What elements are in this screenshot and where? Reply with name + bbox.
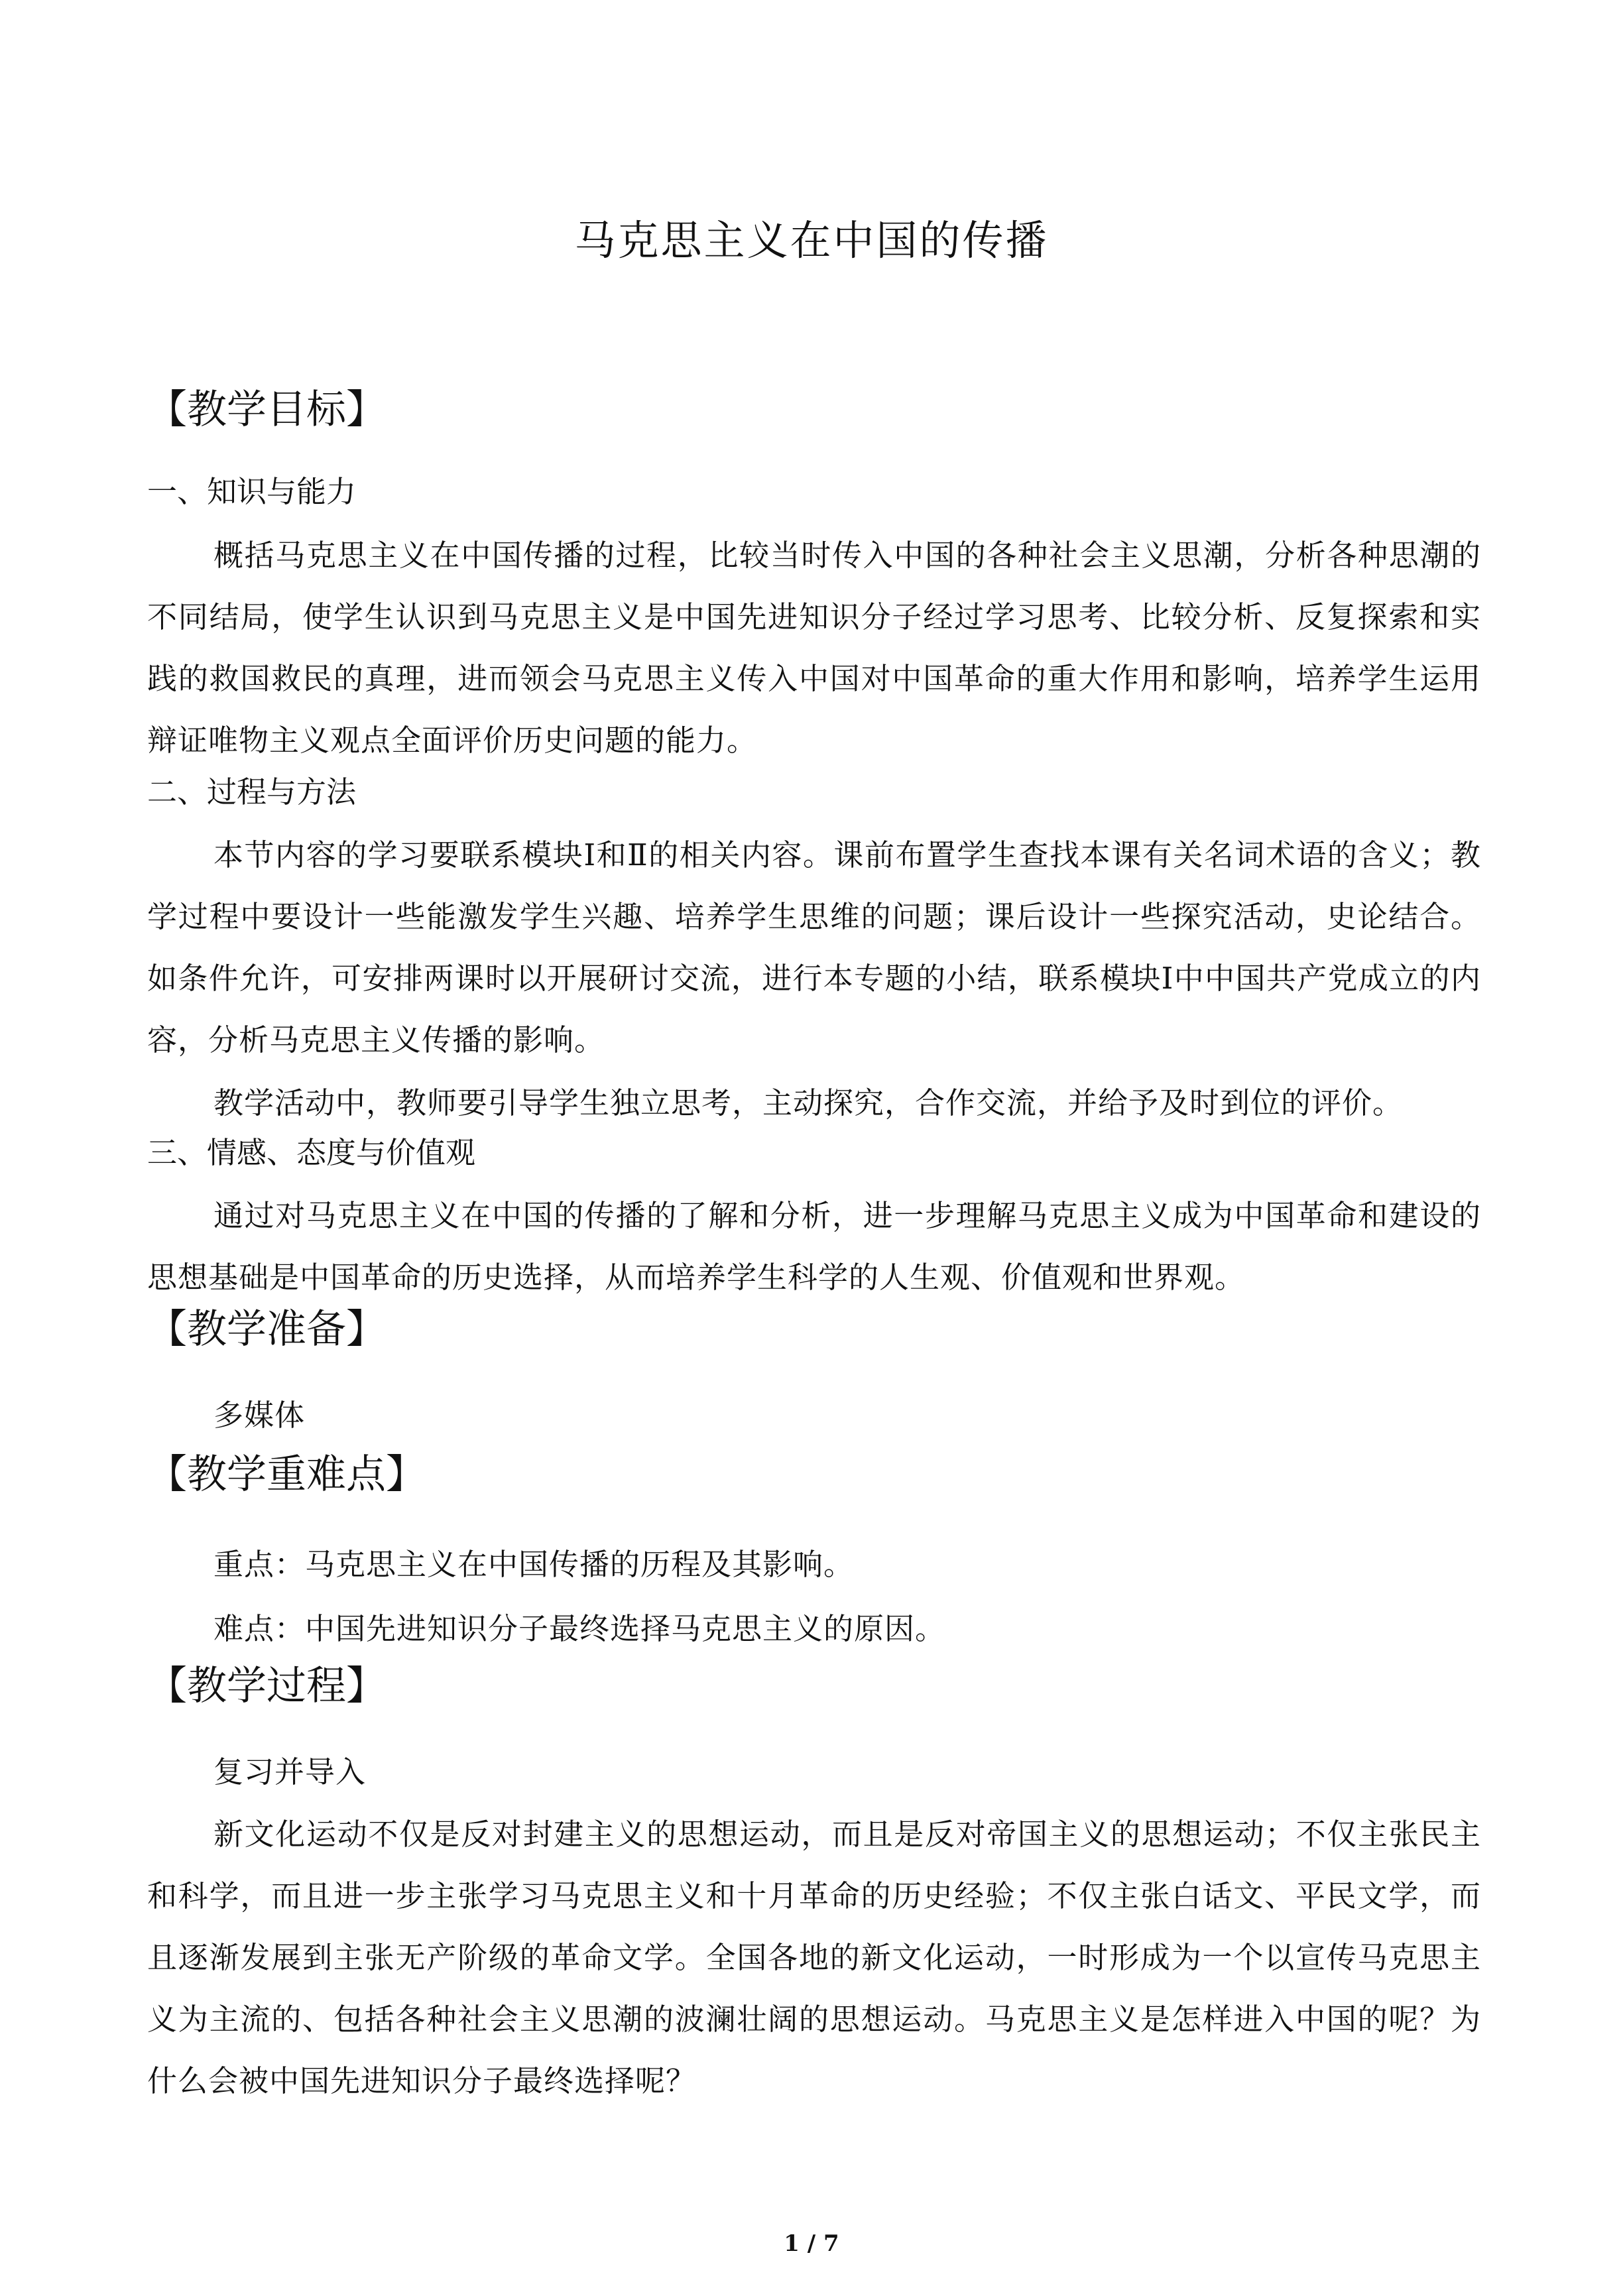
key-point-text: 重点：马克思主义在中国传播的历程及其影响。 bbox=[213, 1547, 855, 1582]
subheading-knowledge: 一、知识与能力 bbox=[147, 474, 357, 509]
paragraph-knowledge: 概括马克思主义在中国传播的过程，比较当时传入中国的各种社会主义思潮，分析各种思潮的不同结局，使学生认识到马克思主义是中国先进知识分子经过学习思考、比较分析、反复探索和实践的救国救民的真理，进而领会马克思主义传入中国对中国革命的重大作用和影响，培养学生运用辩证唯物主义观点全面评价历史问题的能力。 bbox=[147, 538, 1481, 758]
section-heading-preparation: 【教学准备】 bbox=[147, 1306, 386, 1353]
section-heading-objectives: 【教学目标】 bbox=[147, 387, 386, 433]
paragraph-process: 本节内容的学习要联系模块Ⅰ和Ⅱ的相关内容。课前布置学生查找本课有关名词术语的含义；教学过程中要设计一些能激发学生兴趣、培养学生思维的问题；课后设计一些探究活动，史论结合。如条件允许，可安排两课时以开展研讨交流，进行本专题的小结，联系模块Ⅰ中中国共产党成立的内容，分析马克思主义传播的影响。 bbox=[147, 837, 1481, 1057]
subheading-process: 二、过程与方法 bbox=[147, 774, 357, 810]
section-heading-procedure: 【教学过程】 bbox=[147, 1663, 386, 1709]
difficulty-text: 难点：中国先进知识分子最终选择马克思主义的原因。 bbox=[213, 1611, 946, 1646]
subheading-values: 三、情感、态度与价值观 bbox=[147, 1135, 476, 1170]
intro-label: 复习并导入 bbox=[213, 1754, 367, 1789]
preparation-text: 多媒体 bbox=[213, 1398, 306, 1433]
page-title: 马克思主义在中国的传播 bbox=[574, 216, 1049, 265]
section-heading-key-points: 【教学重难点】 bbox=[147, 1451, 426, 1498]
paragraph-intro: 新文化运动不仅是反对封建主义的思想运动，而且是反对帝国主义的思想运动；不仅主张民主和科学，而且进一步主张学习马克思主义和十月革命的历史经验；不仅主张白话文、平民文学，而且逐渐发展到主张无产阶级的革命文学。全国各地的新文化运动，一时形成为一个以宣传马克思主义为主流的、包括各种社会主义思潮的波澜壮阔的思想运动。马克思主义是怎样进入中国的呢？为什么会被中国先进知识分子最终选择呢？ bbox=[147, 1817, 1481, 2098]
paragraph-values: 通过对马克思主义在中国的传播的了解和分析，进一步理解马克思主义成为中国革命和建设的思想基础是中国革命的历史选择，从而培养学生科学的人生观、价值观和世界观。 bbox=[147, 1198, 1481, 1295]
paragraph-teaching-activity: 教学活动中，教师要引导学生独立思考，主动探究，合作交流，并给予及时到位的评价。 bbox=[213, 1085, 1404, 1120]
page-number: 1 / 7 bbox=[784, 2230, 839, 2257]
